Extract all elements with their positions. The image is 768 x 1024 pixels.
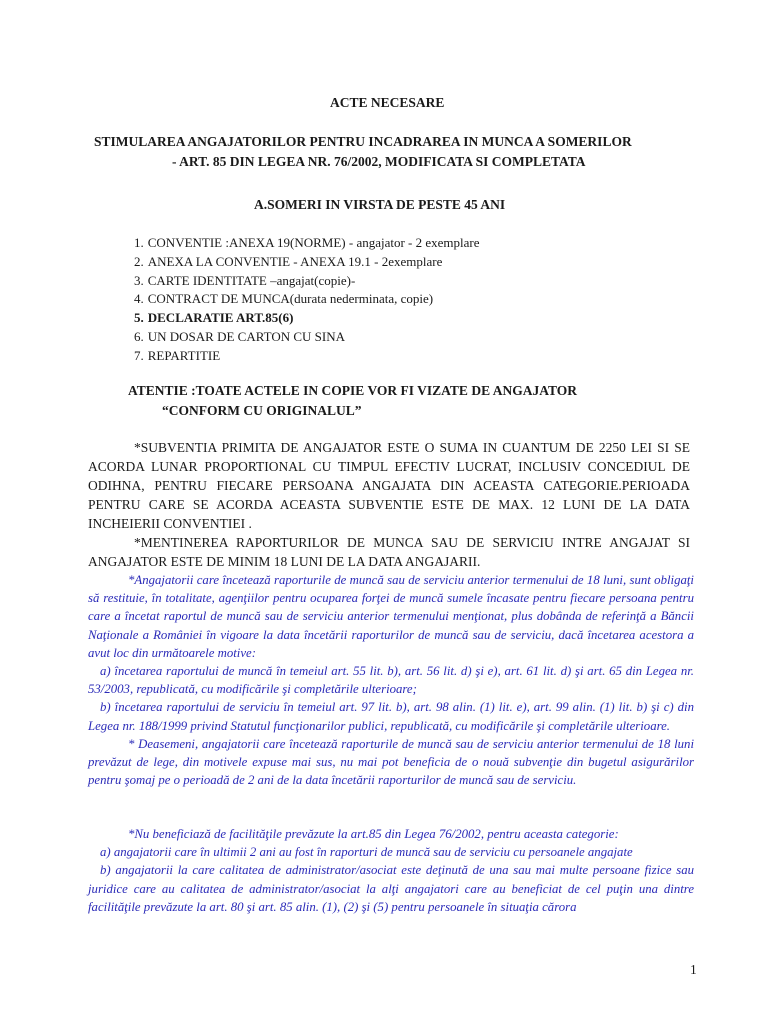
list-item: 2. ANEXA LA CONVENTIE - ANEXA 19.1 - 2exemplare	[134, 253, 443, 269]
attention-note-line1: ATENTIE :TOATE ACTELE IN COPIE VOR FI VIZATE DE ANGAJATOR	[128, 383, 577, 398]
legal-note-exclusions: *Nu beneficiază de facilităţile prevăzute la art.85 din Legea 76/2002, pentru aceasta categorie: a) angajatorii care în ultimii 2 ani au fost în raporturi de muncă sau de serviciu cu persoanele angajate b) angajatorii la care calitatea de administrator/asociat este deţinută de una sau mai multe persoane fizice sau juridice care au calitatea de administrator/asociat la alţi angajatori care au beneficiat de cel puţin una dintre facilităţile prevăzute la art. 80 şi art. 85 alin. (1), (2) şi (5) pentru persoanele în situaţia cărora	[88, 827, 694, 914]
subsidy-paragraph: *SUBVENTIA PRIMITA DE ANGAJATOR ESTE O SUMA IN CUANTUM DE 2250 LEI SI SE ACORDA LUNAR PROPORTIONAL CU TIMPUL EFECTIV LUCRAT, INCLUSIV CONCEDIUL DE ODIHNA, PENTRU FIECARE PERSOANA ANGAJATA DIN ACEASTA CATEGORIE.PERIOADA PENTRU CARE SE ACORDA ACEASTA SUBVENTIE ESTE DE MAX. 12 LUNI DE LA DATA INCHEIERII CONVENTIEI .	[88, 440, 690, 531]
list-item: 4. CONTRACT DE MUNCA(durata nederminata, copie)	[134, 291, 434, 307]
document-title: ACTE NECESARE	[330, 95, 445, 110]
list-item: 5. DECLARATIE ART.85(6)	[134, 310, 294, 326]
list-item: 6. UN DOSAR DE CARTON CU SINA	[134, 328, 345, 344]
attention-note-line2: “CONFORM CU ORIGINALUL”	[162, 403, 362, 418]
required-documents-list	[134, 234, 480, 366]
document-subtitle-line2: - ART. 85 DIN LEGEA NR. 76/2002, MODIFICATA SI COMPLETATA	[172, 154, 586, 169]
list-item: 1. CONVENTIE :ANEXA 19(NORME) - angajator - 2 exemplare	[134, 235, 480, 250]
list-item: 7. REPARTITIE	[134, 347, 221, 363]
legal-note-restitution: *Angajatorii care încetează raporturile de muncă sau de serviciu anterior termenului de 18 luni, sunt obligaţi să restituie, în totalitate, agenţiilor pentru ocuparea forţei de muncă sumele încasate pentru fiecare persoana pentru care a încetat raportul de muncă sau de serviciu anterior termenului menţionat, plus dobânda de referinţă a Băncii Naţionale a României în vigoare la data încetării raporturilor de muncă sau de serviciu, dacă încetarea acestora a avut loc din următoarele motive: a) încetarea raportului de muncă în temeiul art. 55 lit. b), art. 56 lit. d) şi e), art. 61 lit. d) şi art. 65 din Legea nr. 53/2003, republicată, cu modificările şi completările ulterioare; b) încetarea raportului de serviciu în temeiul art. 97 lit. b), art. 98 alin. (1) lit. e), art. 99 alin. (1) lit. b) şi c) din Legea nr. 188/1999 privind Statutul funcţionarilor publici, republicată, cu modificările şi completările ulterioare. * Deasemeni, angajatorii care încetează raporturile de muncă sau de serviciu anterior termenului de 18 luni prevăzut de lege, din motivele expuse mai sus, nu mai pot beneficia de o nouă subvenţie din bugetul asigurărilor pentru şomaj pe o perioadă de 2 ani de la data încetării raporturilor de muncă sau de serviciu.	[88, 573, 694, 788]
page-number: 1	[690, 962, 697, 977]
employment-duration-paragraph: *MENTINEREA RAPORTURILOR DE MUNCA SAU DE SERVICIU INTRE ANGAJAT SI ANGAJATOR ESTE DE MINIM 18 LUNI DE LA DATA ANGAJARII.	[88, 535, 690, 569]
document-subtitle-line1: STIMULAREA ANGAJATORILOR PENTRU INCADRAREA IN MUNCA A SOMERILOR	[94, 134, 632, 149]
section-heading: A.SOMERI IN VIRSTA DE PESTE 45 ANI	[254, 197, 506, 212]
list-item: 3. CARTE IDENTITATE –angajat(copie)-	[134, 272, 356, 288]
